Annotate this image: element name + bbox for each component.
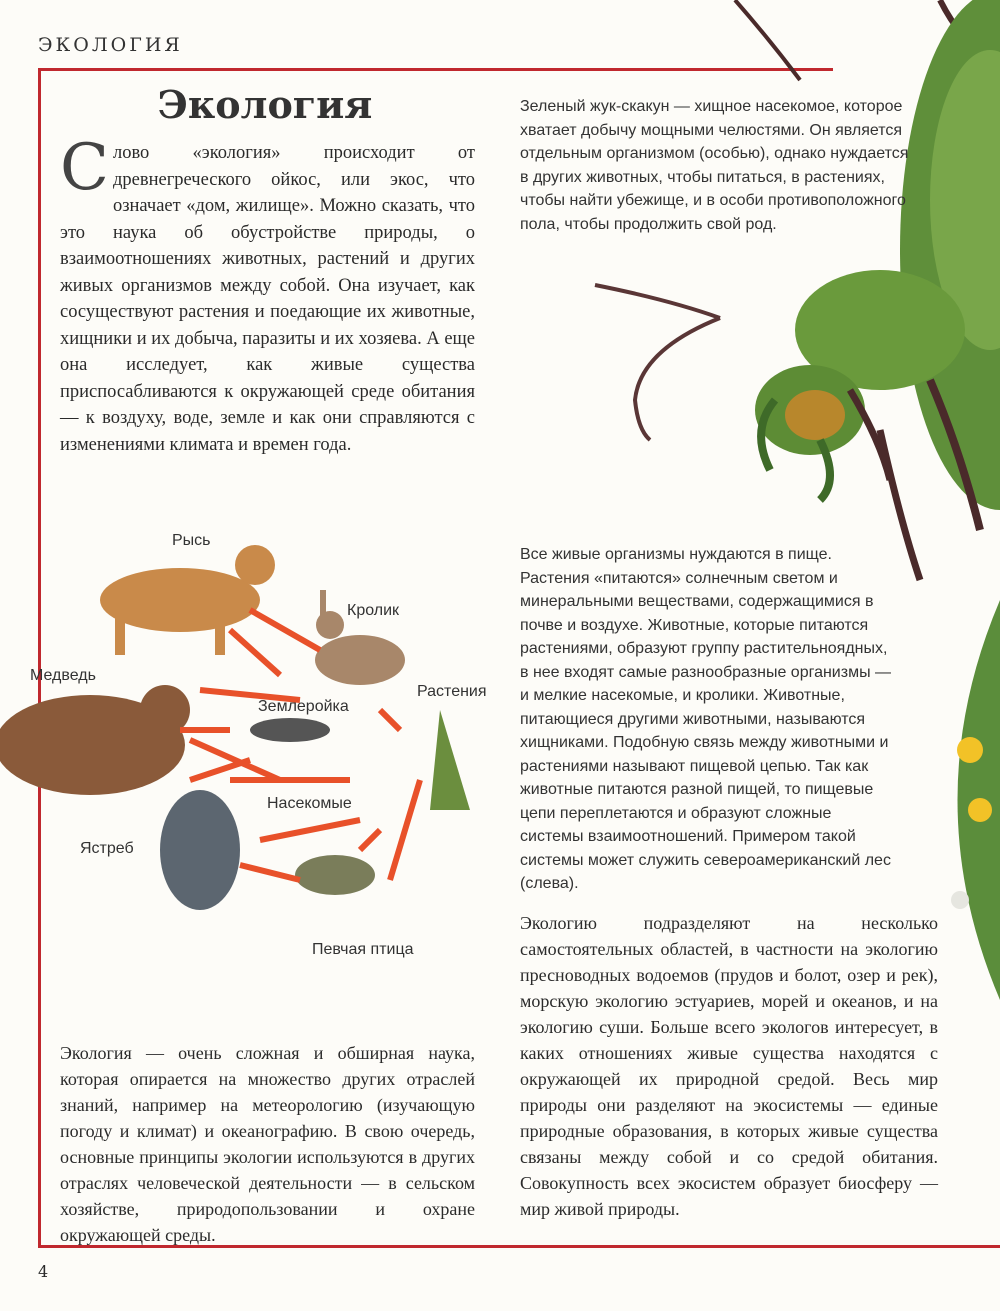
label-songbird: Певчая птица xyxy=(312,941,414,958)
bear-figure xyxy=(0,685,190,795)
label-bear: Медведь xyxy=(30,667,96,684)
label-rabbit: Кролик xyxy=(347,602,400,619)
intro-text: лово «экология» происходит от древнегреческого ойкос, или экос, что означает «дом, жилище». Можно сказать, что это наука об обустройстве природы, о взаимоотношениях животных, растений и других живых организмов между собой. Она изучает, как сосуществуют растения и поедающие их животные, хищники и их добыча, паразиты и их хозяева. А еще она исследует, как живые существа приспосабливаются к окружающей среде обитания — к воздуху, воде, земле и как они справляются с изменениями климата и времен года. xyxy=(60,143,475,455)
page-number: 4 xyxy=(38,1262,49,1281)
intro-paragraph xyxy=(60,131,475,458)
science-paragraph: Экология — очень сложная и обширная наука, которая опирается на множество других отраслей знаний, например на метеорологию (изучающую погоду и климат) и океанографию. В свою очередь, основные принципы экологии используются в других отраслях человеческой деятельности — в сельском хозяйстве, природопользовании и охране окружающей среды. xyxy=(60,1043,475,1245)
food-chain-paragraph: Все живые организмы нуждаются в пище. Растения «питаются» солнечным светом и минеральными веществами, содержащимися в почве и воздухе. Животные, которые питаются растениями, образуют группу растительноядных, в нее входят самые разнообразные организмы — и мелкие насекомые, и кролики. Животные, питающиеся другими животными, называются хищниками. Подобную связь между животными и растениями называют пищевой цепью. Так как животные питаются разной пищей, то пищевые цепи переплетаются и образуют сложные системы взаимоотношений. Примером такой системы может служить североамериканский лес (слева). xyxy=(520,546,892,892)
plants-figure xyxy=(430,710,470,810)
subfields-paragraph: Экологию подразделяют на несколько самостоятельных областей, в частности на экологию пресноводных водоемов (прудов и болот, озер и рек), морскую экологию эстуариев, морей и океанов, и на экологию суши. Больше всего экологов интересует, в каких отношениях живые существа находятся с окружающей их природной средой. Весь мир природы они разделяют на экосистемы — единые природные образования, в которых живые существа связаны между собой и со средой обитания. Совокупность всех экосистем образует биосферу — мир живой природы. xyxy=(520,913,938,1219)
shrew-figure xyxy=(250,718,330,742)
food-web-illustration xyxy=(0,520,500,980)
label-lynx: Рысь xyxy=(172,532,211,549)
running-head: ЭКОЛОГИЯ xyxy=(38,34,183,56)
tiger-beetle-illustration xyxy=(520,0,1000,620)
label-plants: Растения xyxy=(417,683,487,700)
drop-cap: С xyxy=(60,131,109,205)
beetle-caption: Зеленый жук-скакун — хищное насекомое, которое хватает добычу мощными челюстями. Он является отдельным организмом (особью), однако нуждается в других животных, чтобы питаться, в растениях, чтобы найти убежище, и в особи противоположного пола, чтобы продолжить свой род. xyxy=(520,98,909,233)
label-hawk: Ястреб xyxy=(80,840,134,857)
songbird-figure xyxy=(295,855,375,895)
page-title: Экология xyxy=(157,82,373,127)
label-insects: Насекомые xyxy=(267,795,352,812)
label-shrew: Землеройка xyxy=(258,698,349,715)
hawk-figure xyxy=(160,790,240,910)
lynx-figure xyxy=(100,545,275,655)
